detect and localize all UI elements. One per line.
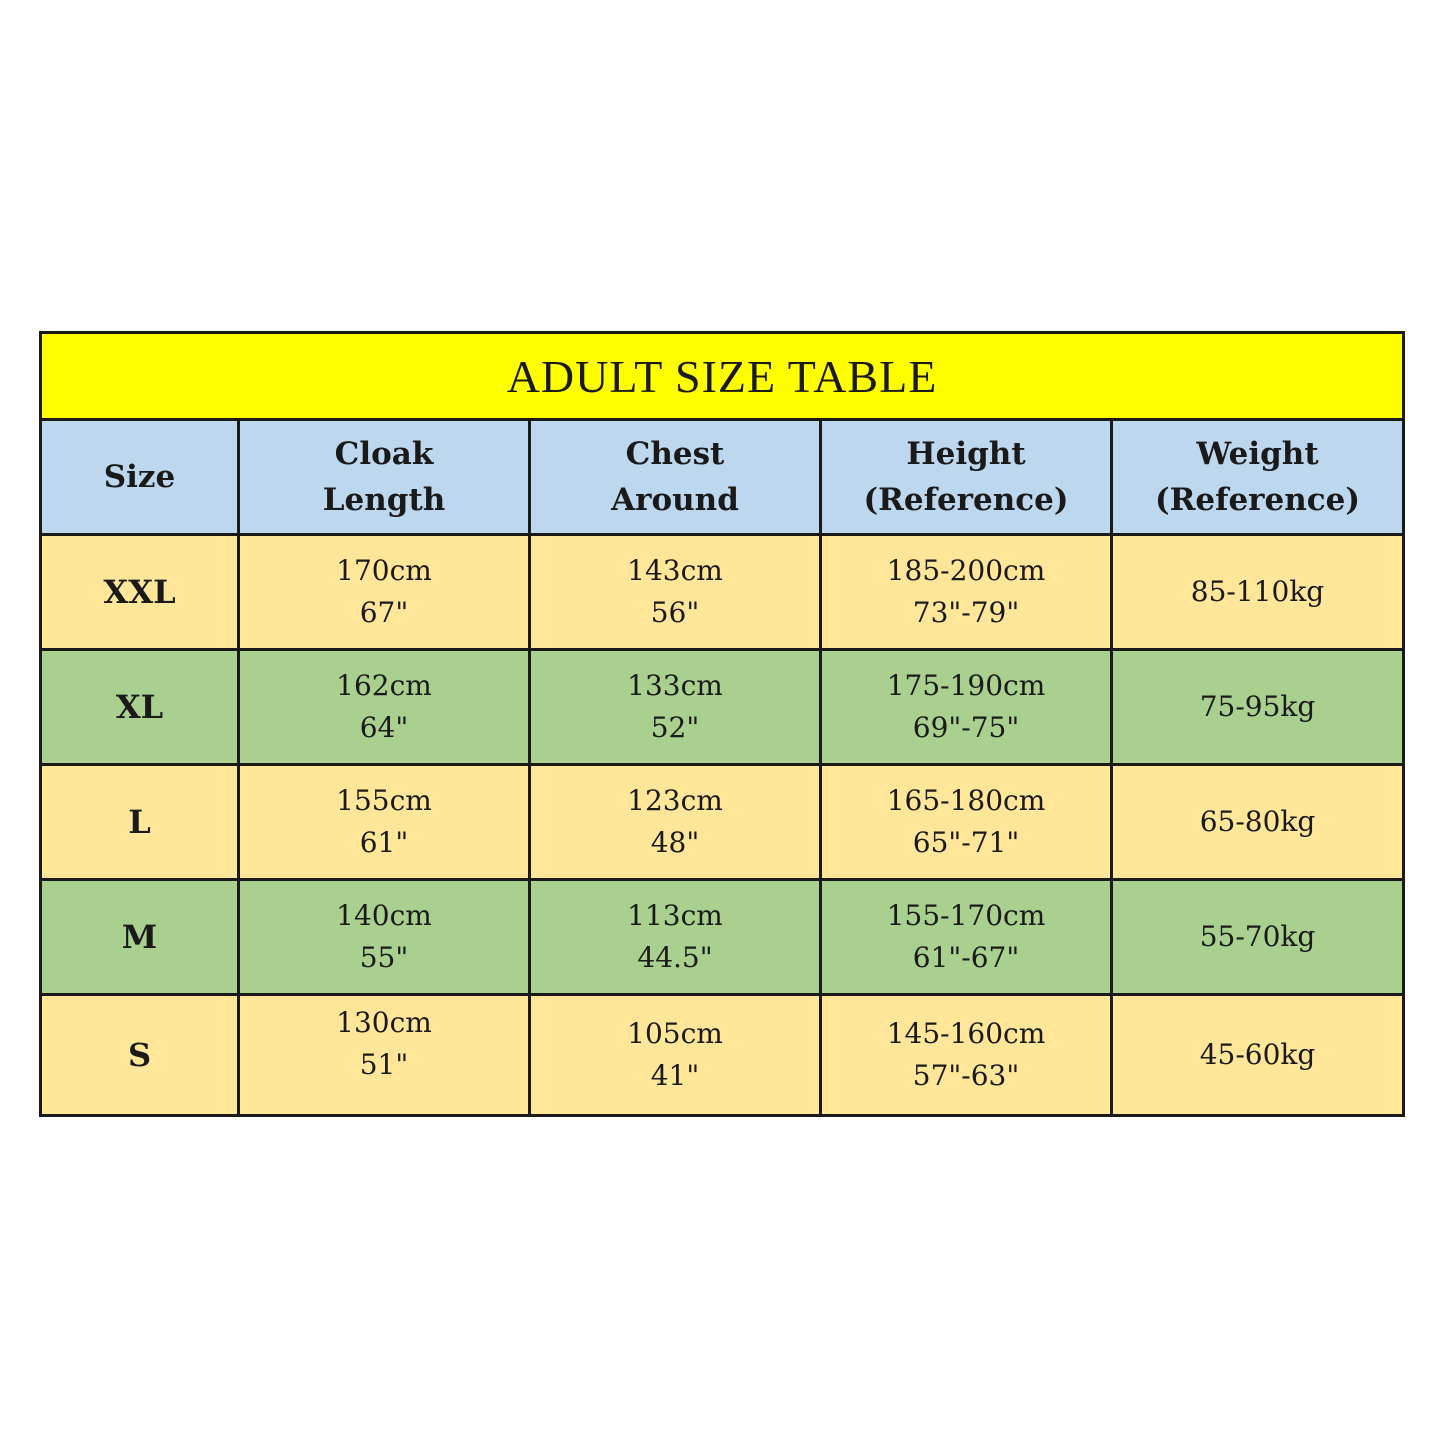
cloak-length-cell (239, 765, 530, 880)
header-height-line1: Height (906, 436, 1026, 472)
weight-cell: 45-60kg (1112, 995, 1404, 1116)
chest-around-cell (530, 765, 821, 880)
header-cloak-line1: Cloak (334, 436, 434, 472)
chest-cm: 123cm (627, 784, 723, 817)
header-chest-line1: Chest (625, 436, 725, 472)
height-cell (821, 650, 1112, 765)
cloak-cm: 140cm (336, 899, 432, 932)
table-row-s (41, 995, 1404, 1116)
weight-cell: 55-70kg (1112, 880, 1404, 995)
chest-around-cell (530, 880, 821, 995)
size-cell: L (41, 765, 239, 880)
height-cm: 175-190cm (886, 669, 1046, 702)
weight-cell: 85-110kg (1112, 535, 1404, 650)
cloak-in: 67" (359, 596, 409, 629)
chest-around-cell (530, 650, 821, 765)
chest-in: 41" (650, 1059, 700, 1092)
cloak-in: 61" (359, 826, 409, 859)
size-table (39, 331, 1405, 1117)
table-row-xxl (41, 535, 1404, 650)
table-row-m (41, 880, 1404, 995)
chest-in: 48" (650, 826, 700, 859)
chest-in: 52" (650, 711, 700, 744)
cloak-in: 51" (359, 1048, 409, 1081)
cloak-length-cell (239, 535, 530, 650)
height-in: 69"-75" (912, 711, 1020, 744)
height-cell (821, 765, 1112, 880)
height-in: 65"-71" (912, 826, 1020, 859)
height-in: 57"-63" (912, 1059, 1020, 1092)
header-chest-line2: Around (611, 482, 739, 518)
chest-around-cell (530, 995, 821, 1116)
chest-cm: 143cm (627, 554, 723, 587)
weight-cell: 65-80kg (1112, 765, 1404, 880)
height-cm: 185-200cm (886, 554, 1046, 587)
cloak-cm: 162cm (336, 669, 432, 702)
header-size (41, 420, 239, 535)
header-cloak-length (239, 420, 530, 535)
size-cell: XXL (41, 535, 239, 650)
height-cm: 155-170cm (886, 899, 1046, 932)
cloak-length-cell (239, 880, 530, 995)
header-size-label: Size (103, 459, 176, 495)
height-cm: 165-180cm (886, 784, 1046, 817)
header-weight-line1: Weight (1196, 436, 1319, 472)
height-cell (821, 535, 1112, 650)
cloak-cm: 155cm (336, 784, 432, 817)
cloak-length-cell (239, 650, 530, 765)
cloak-in: 64" (359, 711, 409, 744)
table-row-xl (41, 650, 1404, 765)
size-cell: S (41, 995, 239, 1116)
chest-around-cell (530, 535, 821, 650)
weight-cell: 75-95kg (1112, 650, 1404, 765)
height-cm: 145-160cm (886, 1017, 1046, 1050)
cloak-length-cell (239, 995, 530, 1116)
chest-cm: 133cm (627, 669, 723, 702)
header-chest-around (530, 420, 821, 535)
table-row-l (41, 765, 1404, 880)
header-cloak-line2: Length (322, 482, 446, 518)
height-in: 61"-67" (912, 941, 1020, 974)
cloak-cm: 130cm (336, 1006, 432, 1039)
chest-cm: 113cm (627, 899, 723, 932)
header-weight-line2: (Reference) (1154, 482, 1361, 518)
cloak-cm: 170cm (336, 554, 432, 587)
height-in: 73"-79" (912, 596, 1020, 629)
header-height (821, 420, 1112, 535)
header-height-line2: (Reference) (863, 482, 1069, 518)
size-cell: M (41, 880, 239, 995)
size-cell: XL (41, 650, 239, 765)
cloak-in: 55" (359, 941, 409, 974)
title-row (41, 333, 1404, 420)
chest-cm: 105cm (627, 1017, 723, 1050)
header-row (41, 420, 1404, 535)
chest-in: 56" (650, 596, 700, 629)
table-title: ADULT SIZE TABLE (41, 333, 1404, 420)
chest-in: 44.5" (637, 941, 713, 974)
header-weight (1112, 420, 1404, 535)
height-cell (821, 880, 1112, 995)
height-cell (821, 995, 1112, 1116)
